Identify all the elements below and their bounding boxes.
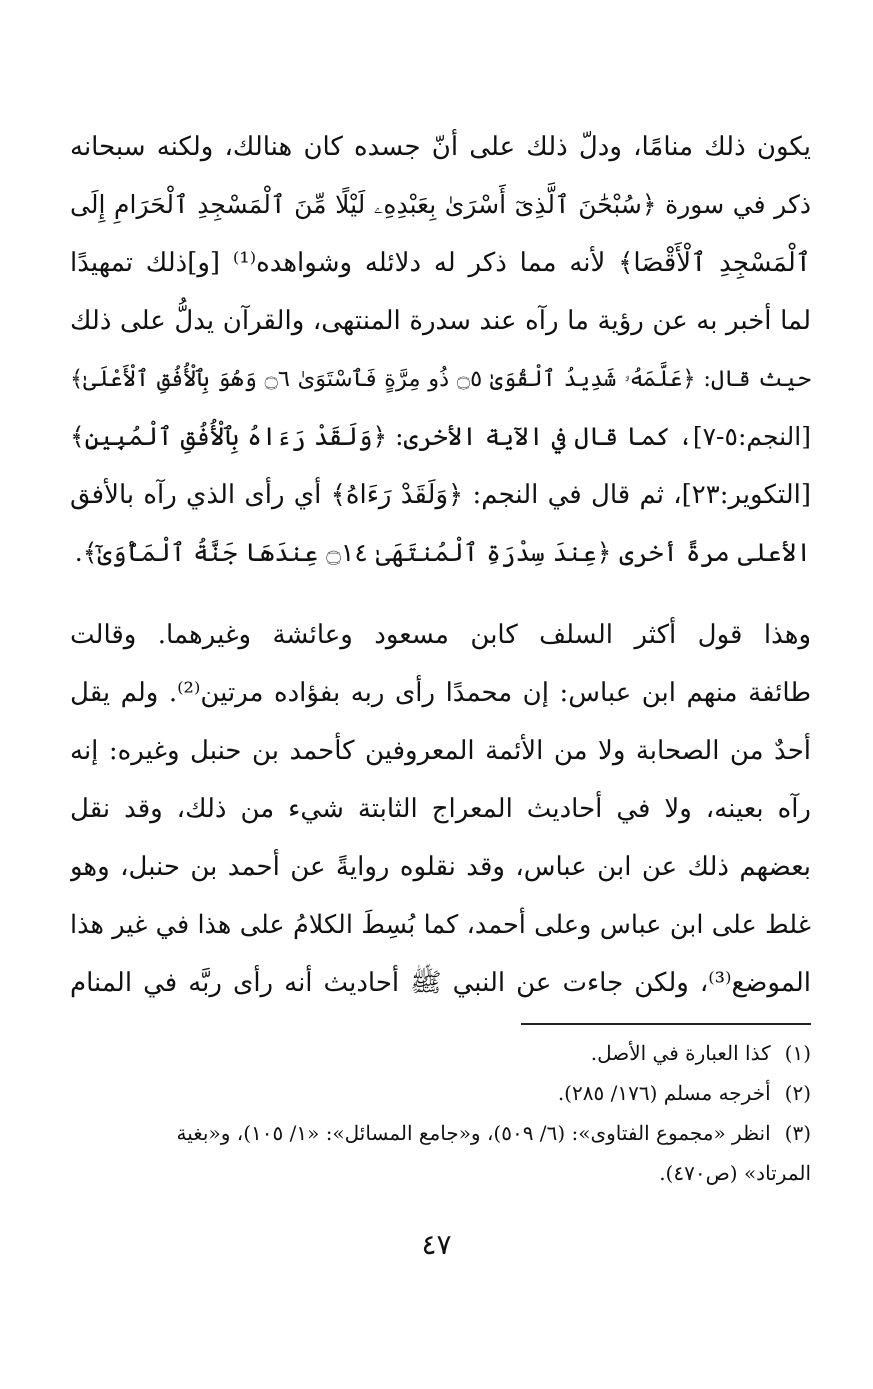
- footnote-number: (٢): [784, 1081, 811, 1105]
- footnote-text: كذا العبارة في الأصل.: [590, 1041, 771, 1065]
- page-number: ٤٧: [421, 1228, 452, 1261]
- footnote-1: [70, 1033, 811, 1073]
- text-line: ٱلْمَسْجِدِ ٱلْأَقْصَا﴾ لأنه مما ذكر له دلائله وشواهده⁽¹⁾ [و]ذلك تمهيدًا: [70, 248, 811, 278]
- text-line: بعضهم ذلك عن ابن عباس، وقد نقلوه روايةً عن أحمد بن حنبل، وهو: [70, 852, 811, 882]
- footnote-3: [70, 1113, 811, 1153]
- text-line: [التكوير:٢٣]، ثم قال في النجم: ﴿وَلَقَدْ رَءَاهُ﴾ أي رأى الذي رآه بالأفق: [70, 480, 811, 510]
- text-line: يكون ذلك منامًا، ودلّ ذلك على أنّ جسده كان هنالك، ولكنه سبحانه: [70, 132, 811, 162]
- main-text: [70, 118, 811, 1012]
- text-line: الموضع⁽³⁾، ولكن جاءت عن النبي ﷺ أحاديث أنه رأى ربَّه في المنام: [70, 968, 811, 998]
- text-line: ذكر في سورة ﴿سُبْحَٰنَ ٱلَّذِىٓ أَسْرَىٰ بِعَبْدِهِۦ لَيْلًا مِّنَ ٱلْمَسْجِدِ ٱلْحَرَامِ إِلَى: [70, 190, 811, 219]
- footnote-3-continuation: [70, 1153, 811, 1193]
- footnotes: [70, 1033, 811, 1193]
- paragraph-gap: [70, 582, 811, 606]
- text-line: الأعلى مرةً أخرى ﴿عِندَ سِدْرَةِ ٱلْمُنتَهَىٰ ۝١٤ عِندَهَا جَنَّةُ ٱلْمَأْوَىٰٓ﴾.: [74, 538, 811, 567]
- footnote-number: (٣): [784, 1121, 811, 1145]
- text-line: أحدٌ من الصحابة ولا من الأئمة المعروفين كأحمد بن حنبل وغيره: إنه: [70, 736, 811, 766]
- text-line: رآه بعينه، ولا في أحاديث المعراج الثابتة شيء من ذلك، وقد نقل: [70, 794, 811, 824]
- text-line: لما أخبر به عن رؤية ما رآه عند سدرة المنتهى، والقرآن يدلُّ على ذلك: [70, 306, 811, 336]
- footnote-number: (١): [784, 1041, 811, 1065]
- text-line: حيث قال: ﴿عَلَّمَهُۥ شَدِيدُ ٱلْقُوَىٰ ۝٥ ذُو مِرَّةٍ فَٱسْتَوَىٰ ۝٦ وَهُوَ بِٱلْأُفُقِ ٱلْأَعْلَىٰ﴾: [70, 366, 811, 392]
- footnote-text: أخرجه مسلم (١٧٦/ ٢٨٥).: [557, 1081, 771, 1105]
- footnote-separator: [521, 1023, 811, 1025]
- text-line: [النجم:٥-٧]، كما قال في الآية الأخرى: ﴿وَلَقَدْ رَءَاهُ بِٱلْأُفُقِ ٱلْمُبِينِ﴾: [70, 422, 811, 451]
- text-line: طائفة منهم ابن عباس: إن محمدًا رأى ربه بفؤاده مرتين⁽²⁾. ولم يقل: [70, 678, 811, 708]
- footnote-2: [70, 1073, 811, 1113]
- text-line: وهذا قول أكثر السلف كابن مسعود وعائشة وغيرهما. وقالت: [70, 620, 811, 650]
- text-line: غلط على ابن عباس وعلى أحمد، كما بُسِطَ الكلامُ على هذا في غير هذا: [70, 910, 811, 940]
- footnote-text: انظر «مجموع الفتاوى»: (٦/ ٥٠٩)، و«جامع المسائل»: «١/ ١٠٥)، و«بغية: [176, 1121, 771, 1145]
- footnote-text: المرتاد» (ص٤٧٠).: [659, 1161, 811, 1185]
